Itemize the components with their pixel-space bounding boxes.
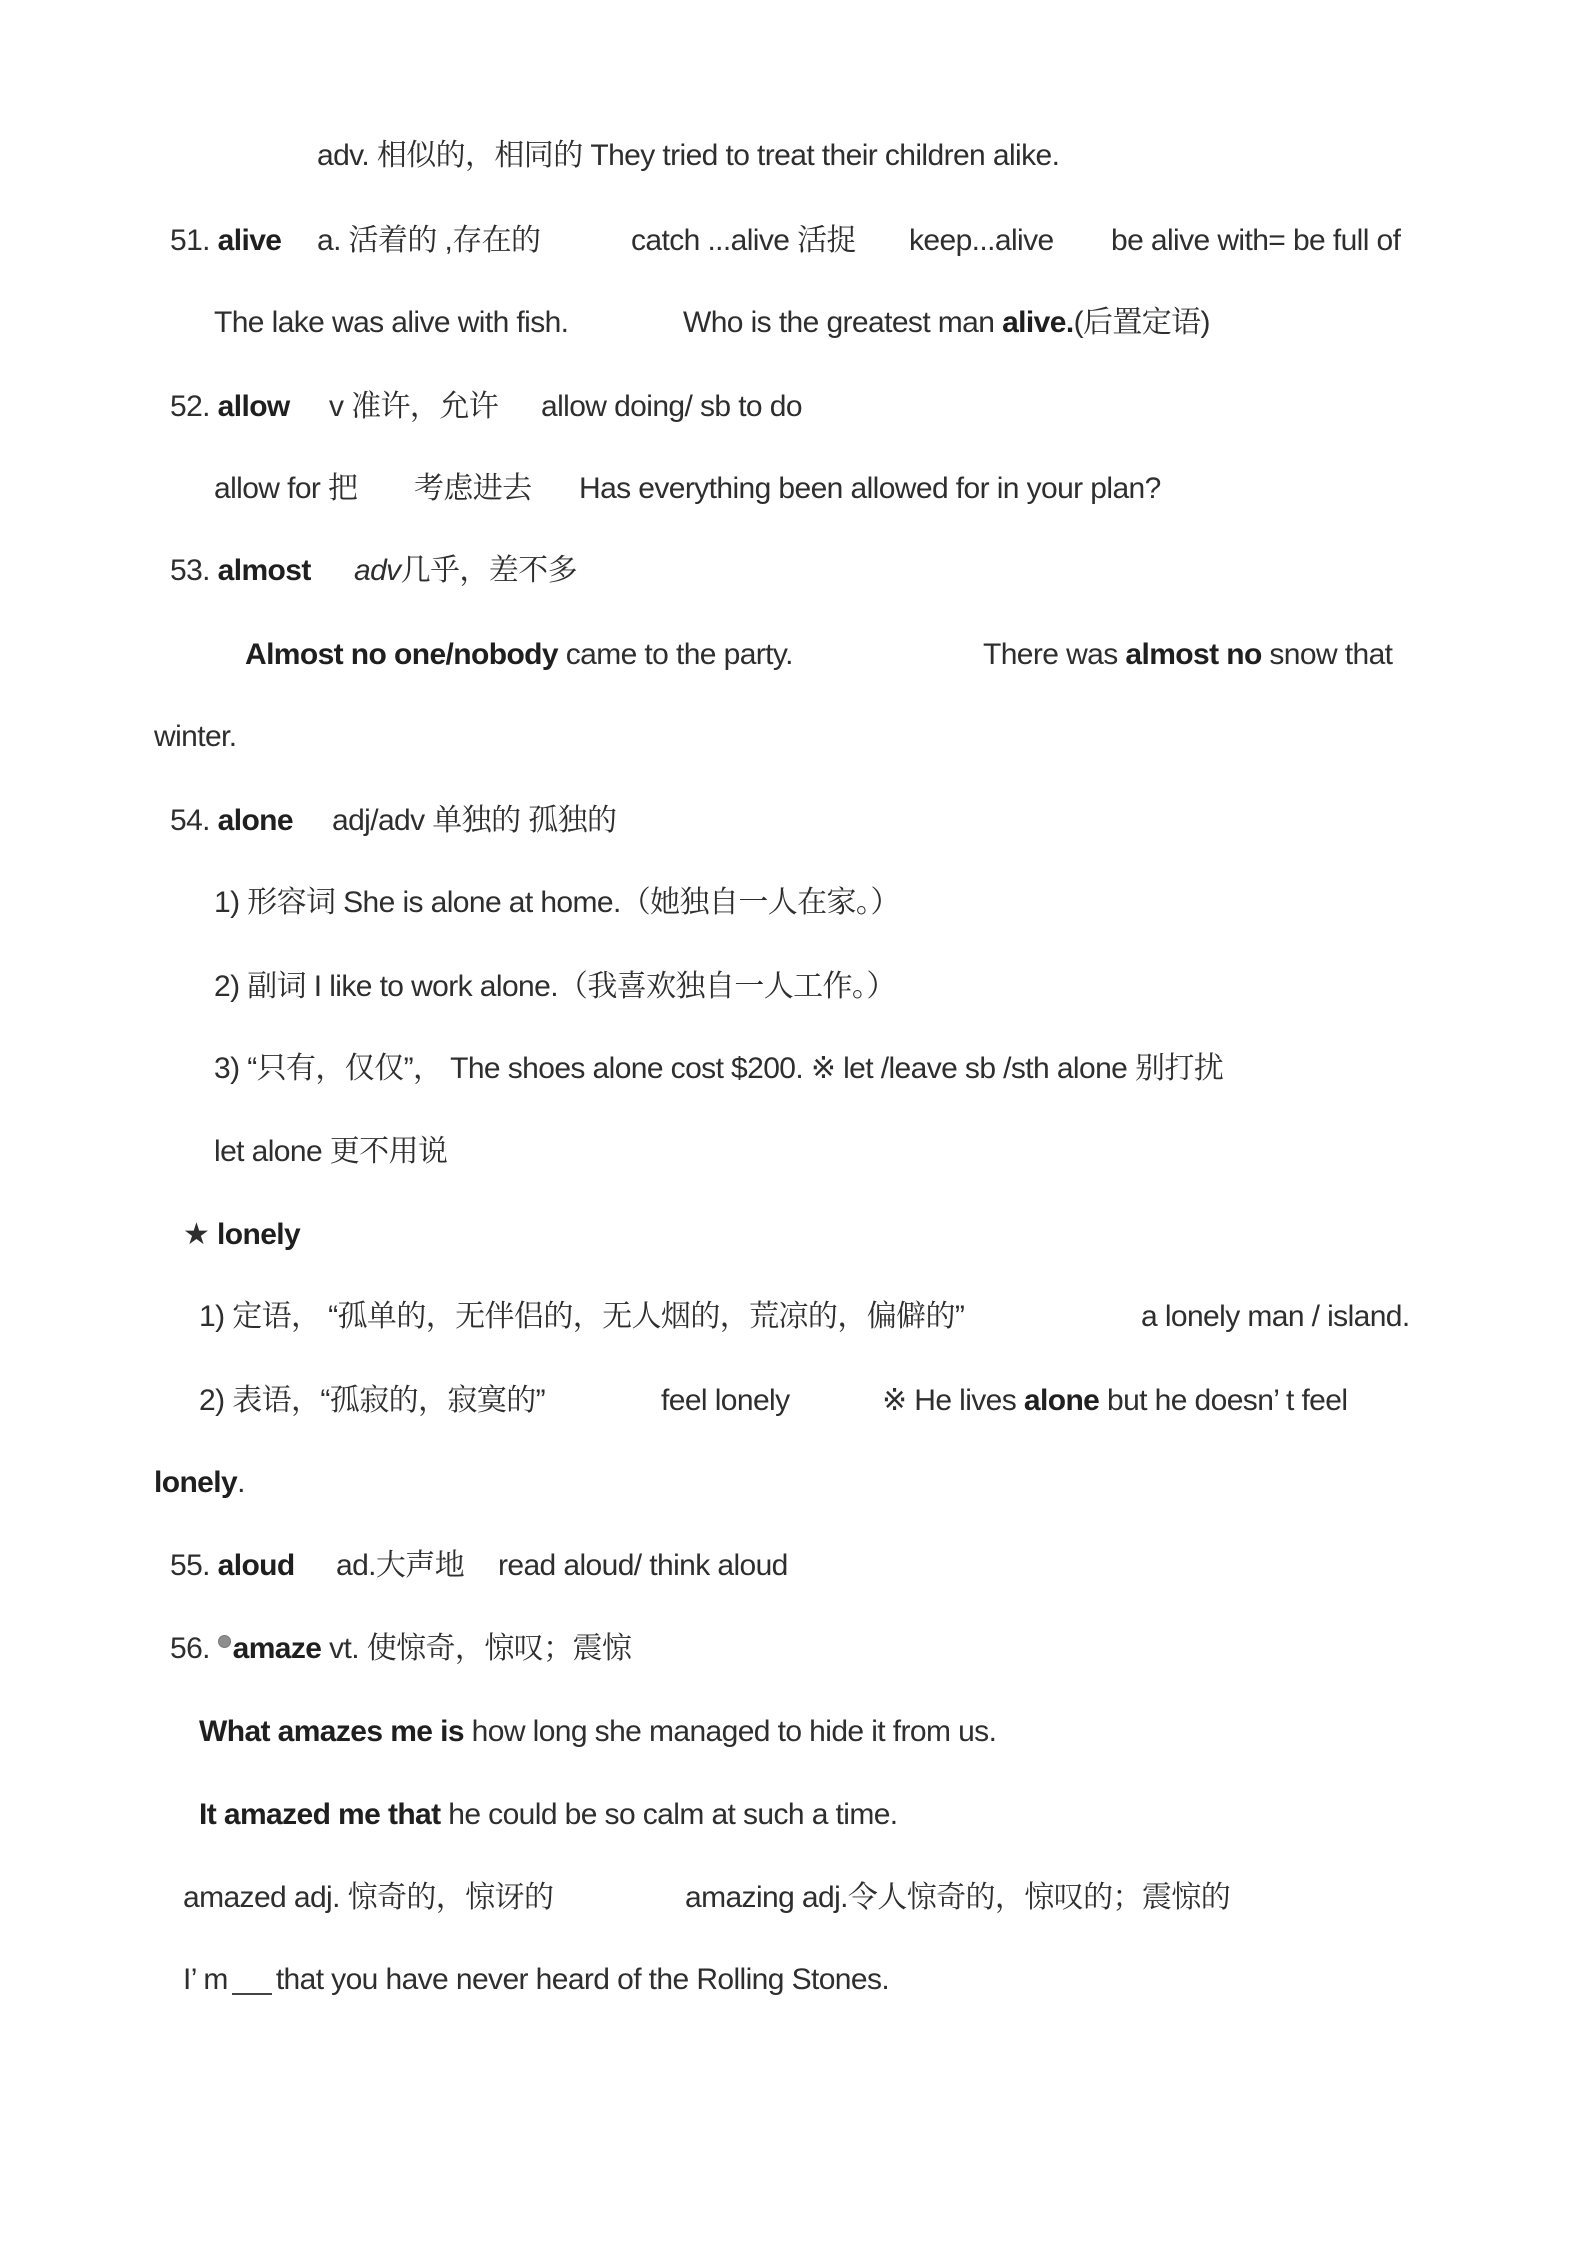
- example-sentence: Almost no one/nobody came to the party.: [245, 638, 793, 671]
- entry-header: [170, 801, 293, 841]
- derived-form-amazing: amazing adj.令人惊奇的，惊叹的；震惊的: [685, 1881, 1231, 1914]
- example-line: [0, 1712, 1587, 1752]
- entry-51-alive: [0, 221, 1587, 261]
- definition: adj/adv 单独的 孤独的: [332, 804, 617, 837]
- line-text: winter.: [154, 720, 237, 753]
- phrase: be alive with= be full of: [1111, 224, 1401, 257]
- usage-item-1: [0, 883, 1587, 923]
- headword: almost: [217, 554, 311, 587]
- example-line: [0, 635, 1587, 675]
- entry-53-almost: [0, 551, 1587, 591]
- definition-line-alike: [0, 136, 1587, 176]
- entry-header: [170, 387, 290, 427]
- exercise-sentence: I’ m that you have never heard of the Rolling Stones.: [183, 1963, 890, 1996]
- usage: allow doing/ sb to do: [541, 390, 802, 423]
- entry-header: [170, 221, 281, 261]
- line-text: 2) 副词 I like to work alone.（我喜欢独自一人工作。）: [214, 970, 896, 1003]
- phrase: catch ...alive 活捉: [631, 224, 856, 257]
- headword: alive: [217, 224, 282, 257]
- example-line: [0, 1795, 1587, 1835]
- usage-item-3: [0, 1049, 1587, 1089]
- example-line: [0, 303, 1587, 343]
- entry-54-alone: [0, 801, 1587, 841]
- entry-number: 51.: [170, 224, 218, 257]
- example-sentence: Who is the greatest man alive.(后置定语): [683, 306, 1210, 339]
- phrase: keep...alive: [909, 224, 1054, 257]
- reference-mark-icon: ※ He lives: [882, 1384, 1024, 1417]
- fill-in-blank: [232, 1965, 272, 1995]
- phrase-line: [0, 1132, 1587, 1172]
- example-sentence: It amazed me that he could be so calm at such a time.: [199, 1798, 898, 1831]
- subentry-header: [183, 1215, 300, 1255]
- headword: aloud: [217, 1549, 295, 1582]
- line-text: 3) “只有，仅仅”， The shoes alone cost $200. ※ let /leave sb /sth alone 别打扰: [214, 1052, 1224, 1085]
- example-phrase: a lonely man / island.: [1141, 1300, 1410, 1333]
- line-text: 2) 表语，“孤寂的，寂寞的”: [199, 1384, 545, 1417]
- phrase: allow for 把: [214, 472, 358, 505]
- entry-number: 54.: [170, 804, 218, 837]
- example-phrase: feel lonely: [661, 1384, 790, 1417]
- headword: amaze: [232, 1632, 322, 1665]
- definition: adv几乎，差不多: [354, 554, 577, 587]
- example-sentence: ※ He lives alone but he doesn’ t feel: [882, 1384, 1348, 1417]
- line-text: 1) 形容词 She is alone at home.（她独自一人在家。）: [214, 886, 900, 919]
- entry-55-aloud: [0, 1546, 1587, 1586]
- line-text: let alone 更不用说: [214, 1135, 448, 1168]
- headword: allow: [217, 390, 290, 423]
- usage-item-2: [0, 1381, 1587, 1421]
- entry-number: 53.: [170, 554, 218, 587]
- phrase-meaning: 考虑进去: [414, 472, 532, 505]
- entry-header: [170, 551, 311, 591]
- definition: ad.大声地: [336, 1549, 465, 1582]
- line-text: 1) 定语， “孤单的，无伴侣的，无人烟的，荒凉的，偏僻的”: [199, 1300, 965, 1333]
- circle-marker-icon: [218, 1635, 231, 1648]
- entry-number: 56.: [170, 1632, 218, 1665]
- derived-form-amazed: amazed adj. 惊奇的，惊讶的: [183, 1881, 554, 1914]
- subentry-word: lonely: [217, 1218, 301, 1251]
- definition: a. 活着的 ,存在的: [317, 224, 541, 257]
- entry-56-amaze: [0, 1629, 1587, 1669]
- star-icon: ★: [183, 1218, 218, 1251]
- definition: vt. 使惊奇，惊叹；震惊: [321, 1632, 632, 1665]
- usage-item-1: [0, 1297, 1587, 1337]
- entry-number: 52.: [170, 390, 218, 423]
- example-sentence: Has everything been allowed for in your plan?: [579, 472, 1161, 505]
- entry-header: [170, 1546, 295, 1586]
- derived-forms-line: [0, 1878, 1587, 1918]
- phrase-line: [0, 469, 1587, 509]
- example-continuation: [0, 1463, 1587, 1503]
- subentry-lonely: [0, 1215, 1587, 1255]
- usage: read aloud/ think aloud: [498, 1549, 788, 1582]
- definition: v 准许，允许: [329, 390, 499, 423]
- line-text: adv. 相似的，相同的 They tried to treat their children alike.: [317, 139, 1060, 172]
- entry-number: 55.: [170, 1549, 218, 1582]
- example-sentence: What amazes me is how long she managed to hide it from us.: [199, 1715, 997, 1748]
- example-sentence: The lake was alive with fish.: [214, 306, 569, 339]
- usage-item-2: [0, 967, 1587, 1007]
- entry-header: [170, 1629, 631, 1669]
- line-text: lonely.: [154, 1466, 245, 1499]
- example-sentence: There was almost no snow that: [983, 638, 1393, 671]
- example-continuation: [0, 717, 1587, 757]
- headword: alone: [217, 804, 293, 837]
- exercise-line: [0, 1960, 1587, 2000]
- entry-52-allow: [0, 387, 1587, 427]
